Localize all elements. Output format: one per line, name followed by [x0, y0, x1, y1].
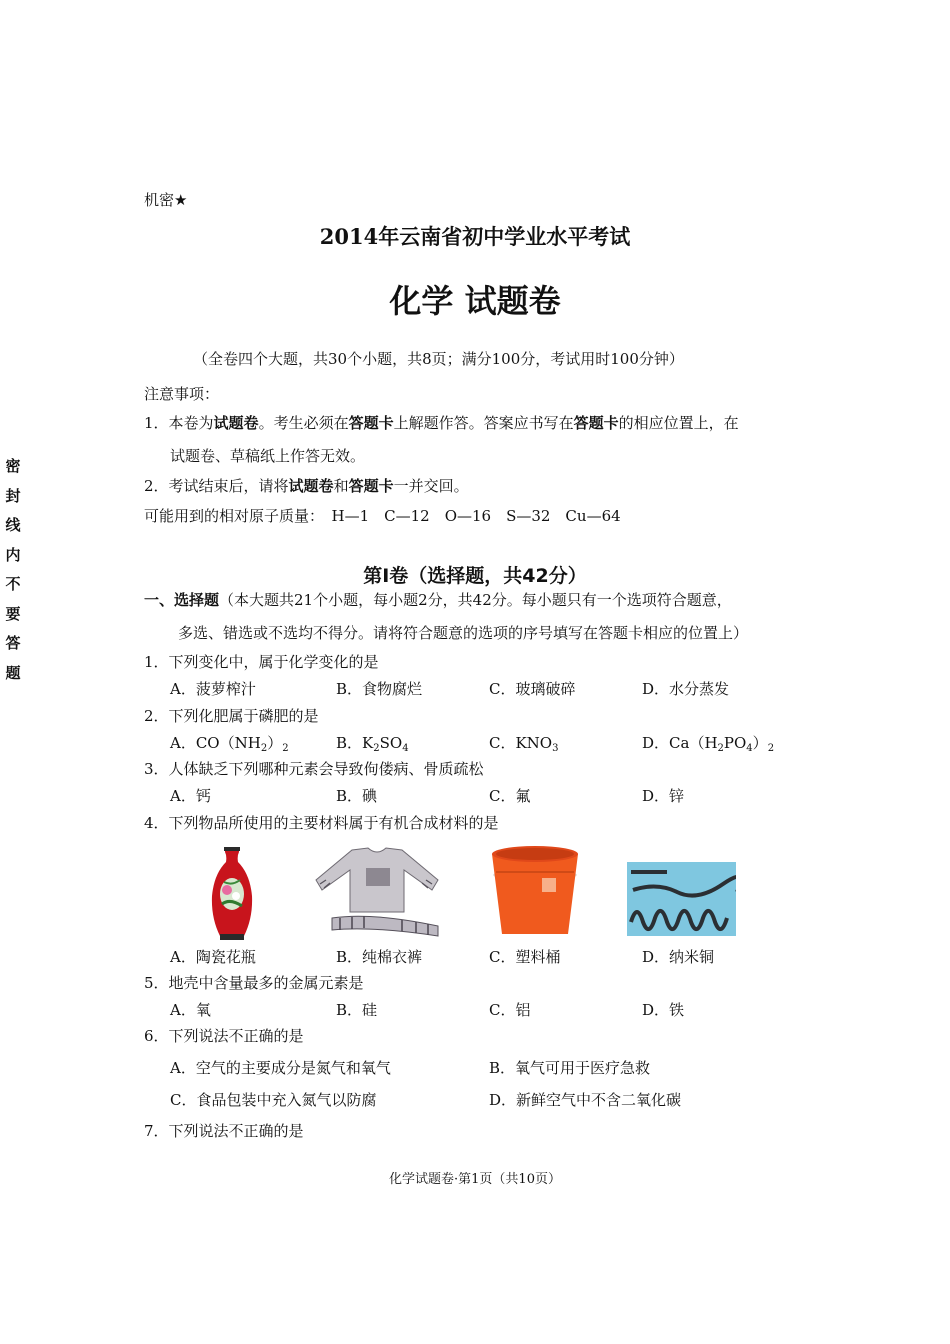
part-label: 一、选择题	[144, 591, 220, 609]
formula-sub: 2	[373, 743, 380, 754]
paper-title: 化学 试题卷	[389, 282, 561, 320]
option-b: B．氧气可用于医疗急救	[489, 1059, 651, 1077]
atomic-masses: 可能用到的相对原子质量： H—1 C—12 O—16 S—32 Cu—64	[144, 507, 621, 525]
question-stem: 3．人体缺乏下列哪种元素会导致佝偻病、骨质疏松	[144, 760, 484, 778]
option-c: C．食品包装中充入氮气以防腐	[170, 1091, 377, 1109]
question-stem: 4．下列物品所使用的主要材料属于有机合成材料的是	[144, 814, 499, 832]
cotton-clothes-image	[312, 846, 442, 940]
option-c: C．塑料桶	[489, 948, 561, 966]
notes-heading: 注意事项：	[144, 385, 220, 403]
option-a: A．钙	[170, 787, 211, 805]
part-desc-line2: 多选、错选或不选均不得分。请将符合题意的选项的序号填写在答题卡相应的位置上）	[178, 624, 749, 642]
formula-sub: 2	[717, 743, 724, 754]
side-char: 封	[5, 486, 21, 505]
option-c: C．氟	[489, 787, 531, 805]
formula-text: ）	[267, 734, 283, 752]
part-desc: （本大题共21个小题，每小题2分，共42分。每小题只有一个选项符合题意，	[219, 591, 732, 609]
vase-image	[208, 846, 256, 942]
note-2	[144, 475, 469, 496]
question-stem: 6．下列说法不正确的是	[144, 1027, 304, 1045]
note-text: 。考生必须在	[258, 414, 349, 432]
option-b: B．碘	[336, 787, 378, 805]
note-emphasis: 答题卡	[348, 477, 394, 495]
side-char: 密	[5, 457, 21, 475]
formula-text: B．K	[336, 734, 374, 752]
option-d: D．纳米铜	[642, 948, 715, 966]
note-emphasis: 答题卡	[573, 414, 619, 432]
option-a	[170, 732, 289, 754]
option-b: B．硅	[336, 1001, 378, 1019]
page-footer: 化学试题卷·第1页（共10页）	[389, 1172, 561, 1187]
option-a: A．菠萝榨汁	[170, 680, 256, 698]
formula-sub: 3	[552, 743, 559, 754]
note-emphasis: 试题卷	[288, 477, 334, 495]
note-1-line2: 试题卷、草稿纸上作答无效。	[170, 447, 366, 465]
formula-sub: 4	[746, 743, 753, 754]
option-c: C．玻璃破碎	[489, 680, 576, 698]
note-text: 1．本卷为	[144, 414, 214, 432]
note-text: 上解题作答。答案应书写在	[393, 414, 574, 432]
option-c: C．铝	[489, 1001, 531, 1019]
side-char: 要	[5, 604, 21, 623]
side-char: 题	[5, 663, 21, 682]
formula-sub: 4	[402, 743, 409, 754]
formula-sub: 2	[767, 743, 775, 754]
option-d	[642, 732, 774, 754]
formula-text: ）	[752, 734, 768, 752]
nano-copper-image	[627, 862, 736, 936]
side-char: 不	[5, 575, 21, 593]
option-d: D．水分蒸发	[642, 680, 730, 698]
question-stem: 7．下列说法不正确的是	[144, 1122, 304, 1140]
plastic-bucket-image	[488, 842, 582, 938]
formula-text: A．CO（NH	[170, 734, 261, 752]
note-text: 一并交回。	[393, 477, 469, 495]
option-a: A．空气的主要成分是氮气和氧气	[170, 1059, 391, 1077]
option-d: D．铁	[642, 1001, 685, 1019]
formula-text: SO	[379, 734, 403, 752]
question-stem: 2．下列化肥属于磷肥的是	[144, 707, 319, 725]
side-char: 线	[5, 516, 21, 534]
note-text: 和	[333, 477, 349, 495]
side-char: 答	[5, 634, 21, 652]
part-heading	[144, 589, 732, 610]
section-title: 第Ⅰ卷（选择题，共42分）	[363, 565, 587, 587]
option-a: A．氧	[170, 1001, 211, 1019]
option-d: D．新鲜空气中不含二氧化碳	[489, 1091, 682, 1109]
note-emphasis: 试题卷	[213, 414, 259, 432]
question-stem: 1．下列变化中，属于化学变化的是	[144, 653, 379, 671]
option-d: D．锌	[642, 787, 685, 805]
option-b	[336, 732, 409, 754]
formula-text: C．KNO	[489, 734, 553, 752]
option-b: B．食物腐烂	[336, 680, 423, 698]
exam-info: （全卷四个大题，共30个小题，共8页；满分100分，考试用时100分钟）	[193, 350, 684, 368]
formula-sub: 2	[260, 743, 268, 754]
note-text: 的相应位置上，在	[618, 414, 739, 432]
formula-sub: 2	[282, 743, 289, 754]
note-1	[144, 412, 739, 433]
option-a: A．陶瓷花瓶	[170, 948, 256, 966]
question-stem: 5．地壳中含量最多的金属元素是	[144, 974, 364, 992]
option-b: B．纯棉衣裤	[336, 948, 423, 966]
side-char: 内	[5, 545, 21, 564]
formula-text: PO	[723, 734, 747, 752]
exam-title: 2014年云南省初中学业水平考试	[319, 224, 631, 249]
option-c	[489, 732, 558, 754]
note-text: 2．考试结束后，请将	[144, 477, 289, 495]
note-emphasis: 答题卡	[348, 414, 394, 432]
confidential-label: 机密★	[144, 191, 188, 209]
formula-text: D．Ca（H	[642, 734, 718, 752]
